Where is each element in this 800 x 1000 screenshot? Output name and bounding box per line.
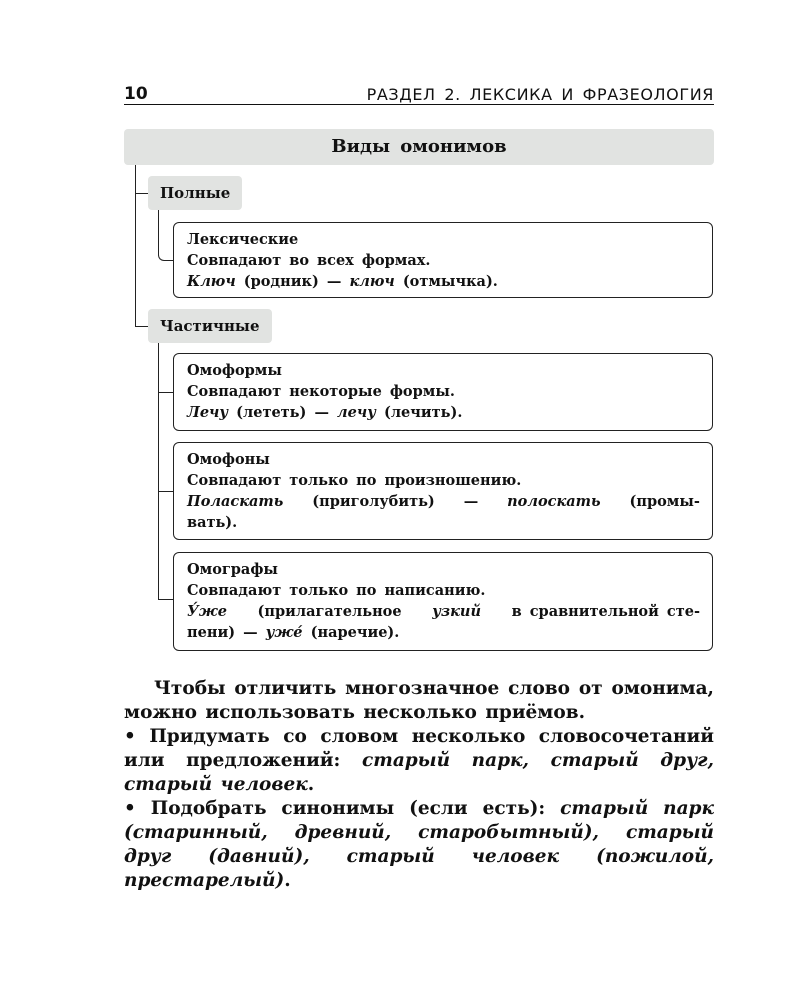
connector-partial-spine	[158, 343, 159, 599]
example-gloss: пени)	[187, 624, 236, 641]
example-word: уже́	[265, 624, 303, 641]
connector-omophones	[158, 491, 173, 492]
omophones-definition: Совпадают только по произношению.	[187, 472, 522, 489]
connector-omoforms	[158, 392, 173, 393]
connector-lexical	[158, 210, 174, 261]
omophones-example	[187, 491, 700, 533]
bullet-examples: старый парк (старинный, древний, старобытный), старый друг (давний), старый человек (пожилой, престарелый)	[124, 798, 715, 891]
omoforms-box	[173, 353, 713, 431]
omoforms-definition: Совпадают некоторые формы.	[187, 383, 455, 400]
omophones-box	[173, 442, 713, 540]
example-dash: —	[243, 624, 258, 641]
example-gloss: (прилагательное	[257, 603, 402, 620]
example-gloss: (приголубить)	[312, 493, 435, 510]
omophones-title: Омофоны	[187, 451, 270, 468]
connector-partial	[135, 326, 149, 327]
example-word: полоскать	[507, 493, 601, 510]
omographs-example	[187, 601, 700, 643]
page-header	[124, 80, 714, 105]
omographs-definition: Совпадают только по написанию.	[187, 582, 486, 599]
connector-main	[135, 165, 136, 327]
bullet-text: • Подобрать синонимы (если есть):	[124, 798, 546, 819]
diagram-title: Виды омонимов	[124, 129, 714, 165]
omographs-box	[173, 552, 713, 651]
connector-full	[135, 193, 149, 194]
bullet-end: .	[284, 870, 291, 891]
bullet-examples: старый парк, старый друг, старый человек	[124, 750, 714, 795]
example-word: узкий	[432, 603, 482, 620]
example-gloss: (промы-	[629, 493, 700, 510]
section-title: РАЗДЕЛ 2. ЛЕКСИКА И ФРАЗЕОЛОГИЯ	[366, 85, 714, 104]
tab-full-homonyms: Полные	[148, 176, 242, 210]
lexical-box	[173, 222, 713, 298]
lexical-example	[187, 271, 700, 292]
example-word: ключ	[349, 273, 395, 290]
omoforms-title: Омоформы	[187, 362, 282, 379]
example-word: Лечу	[187, 404, 229, 421]
omographs-title: Омографы	[187, 561, 278, 578]
bullet-text: • Придумать со словом несколько словосочетаний или предложений:	[124, 726, 714, 771]
example-gloss: (лечить).	[383, 404, 463, 421]
connector-omographs	[158, 599, 173, 600]
example-gloss: (наречие).	[310, 624, 400, 641]
example-word: У́же	[187, 603, 227, 620]
tab-partial-homonyms: Частичные	[148, 309, 272, 343]
example-gloss: (отмычка).	[402, 273, 498, 290]
bullet-paragraph-1	[124, 725, 714, 797]
page-number: 10	[124, 84, 148, 104]
example-dash: —	[314, 404, 329, 421]
example-word: Ключ	[187, 273, 236, 290]
example-word: лечу	[337, 404, 376, 421]
example-dash: —	[463, 493, 479, 510]
bullet-end: .	[307, 774, 315, 795]
lexical-definition: Совпадают во всех формах.	[187, 252, 431, 269]
example-word: Поласкать	[187, 493, 284, 510]
bullet-paragraph-2	[124, 797, 714, 893]
example-dash: —	[326, 273, 342, 290]
example-gloss: вать).	[187, 514, 238, 531]
body-text	[124, 677, 714, 893]
example-gloss: в сравнительной сте-	[511, 603, 700, 620]
omoforms-example	[187, 402, 700, 423]
intro-paragraph: Чтобы отличить многозначное слово от омонима, можно использовать несколько приёмов.	[124, 678, 714, 723]
example-gloss: (родник)	[243, 273, 319, 290]
example-gloss: (лететь)	[236, 404, 307, 421]
lexical-title: Лексические	[187, 231, 299, 248]
